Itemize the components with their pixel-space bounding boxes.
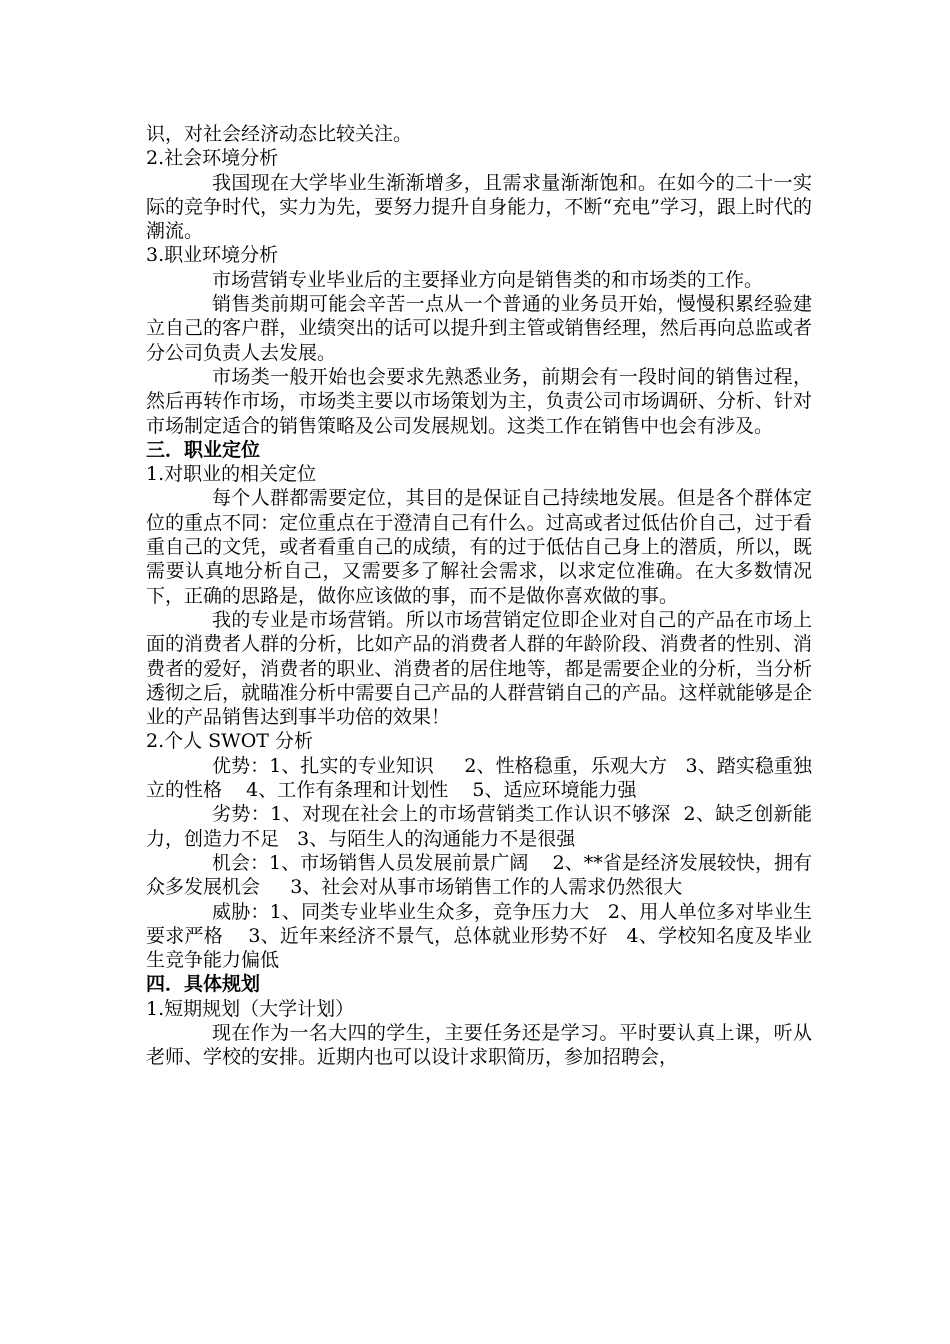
paragraph: 每个人群都需要定位，其目的是保证自己持续地发展。但是各个群体定位的重点不同：定位重点在于澄清自己有什么。过高或者过低估价自己，过于看重自己的文凭，或者看重自己的成绩，有的过于低估自己身上的潜质，所以，既需要认真地分析自己，又需要多了解社会需求，以求定位准确。在大多数情况下，正确的思路是，做你应该做的事，而不是做你喜欢做的事。 (146, 487, 812, 607)
section-heading: 三．职业定位 (146, 438, 261, 461)
paragraph: 市场类一般开始也会要求先熟悉业务，前期会有一段时间的销售过程，然后再转作市场，市场类主要以市场策划为主，负责公司市场调研、分析、针对市场制定适合的销售策略及公司发展规划。这类工作在销售中也会有涉及。 (146, 365, 812, 437)
section-subheading: 1.对职业的相关定位 (146, 463, 317, 486)
section-subheading: 1.短期规划（大学计划） (146, 997, 355, 1020)
paragraph: 识，对社会经济动态比较关注。 (146, 123, 413, 145)
section-subheading: 2.个人 SWOT 分析 (146, 730, 314, 753)
document-page (146, 122, 812, 1070)
paragraph: 我国现在大学毕业生渐渐增多，且需求量渐渐饱和。在如今的二十一实际的竞争时代，实力为先，要努力提升自身能力，不断“充电”学习，跟上时代的潮流。 (146, 171, 812, 243)
paragraph: 市场营销专业毕业后的主要择业方向是销售类的和市场类的工作。 (212, 268, 764, 291)
paragraph: 销售类前期可能会辛苦一点从一个普通的业务员开始，慢慢积累经验建立自己的客户群，业绩突出的话可以提升到主管或销售经理，然后再向总监或者分公司负责人去发展。 (146, 293, 812, 364)
section-subheading: 2.社会环境分析 (146, 147, 279, 170)
swot-weaknesses: 劣势：1、对现在社会上的市场营销类工作认识不够深 2、缺乏创新能力，创造力不足 3、与陌生人的沟通能力不是很强 (146, 803, 812, 850)
paragraph: 现在作为一名大四的学生，主要任务还是学习。平时要认真上课，听从老师、学校的安排。近期内也可以设计求职简历，参加招聘会， (146, 1021, 812, 1069)
paragraph: 我的专业是市场营销。所以市场营销定位即企业对自己的产品在市场上面的消费者人群的分析，比如产品的消费者人群的年龄阶段、消费者的性别、消费者的爱好，消费者的职业、消费者的居住地等，都是需要企业的分析，当分析透彻之后，就瞄准分析中需要自己产品的人群营销自己的产品。这样就能够是企业的产品销售达到事半功倍的效果！ (146, 608, 812, 729)
section-subheading: 3.职业环境分析 (146, 244, 279, 267)
swot-threats: 威胁：1、同类专业毕业生众多，竞争压力大 2、用人单位多对毕业生要求严格 3、近年来经济不景气，总体就业形势不好 4、学校知名度及毕业生竞争能力偏低 (146, 900, 812, 972)
section-heading: 四．具体规划 (146, 973, 261, 996)
swot-strengths: 优势：1、扎实的专业知识 2、性格稳重，乐观大方 3、踏实稳重独立的性格 4、工作有条理和计划性 5、适应环境能力强 (146, 754, 812, 802)
swot-opportunities: 机会：1、市场销售人员发展前景广阔 2、**省是经济发展较快，拥有众多发展机会 3、社会对从事市场销售工作的人需求仍然很大 (146, 851, 812, 899)
